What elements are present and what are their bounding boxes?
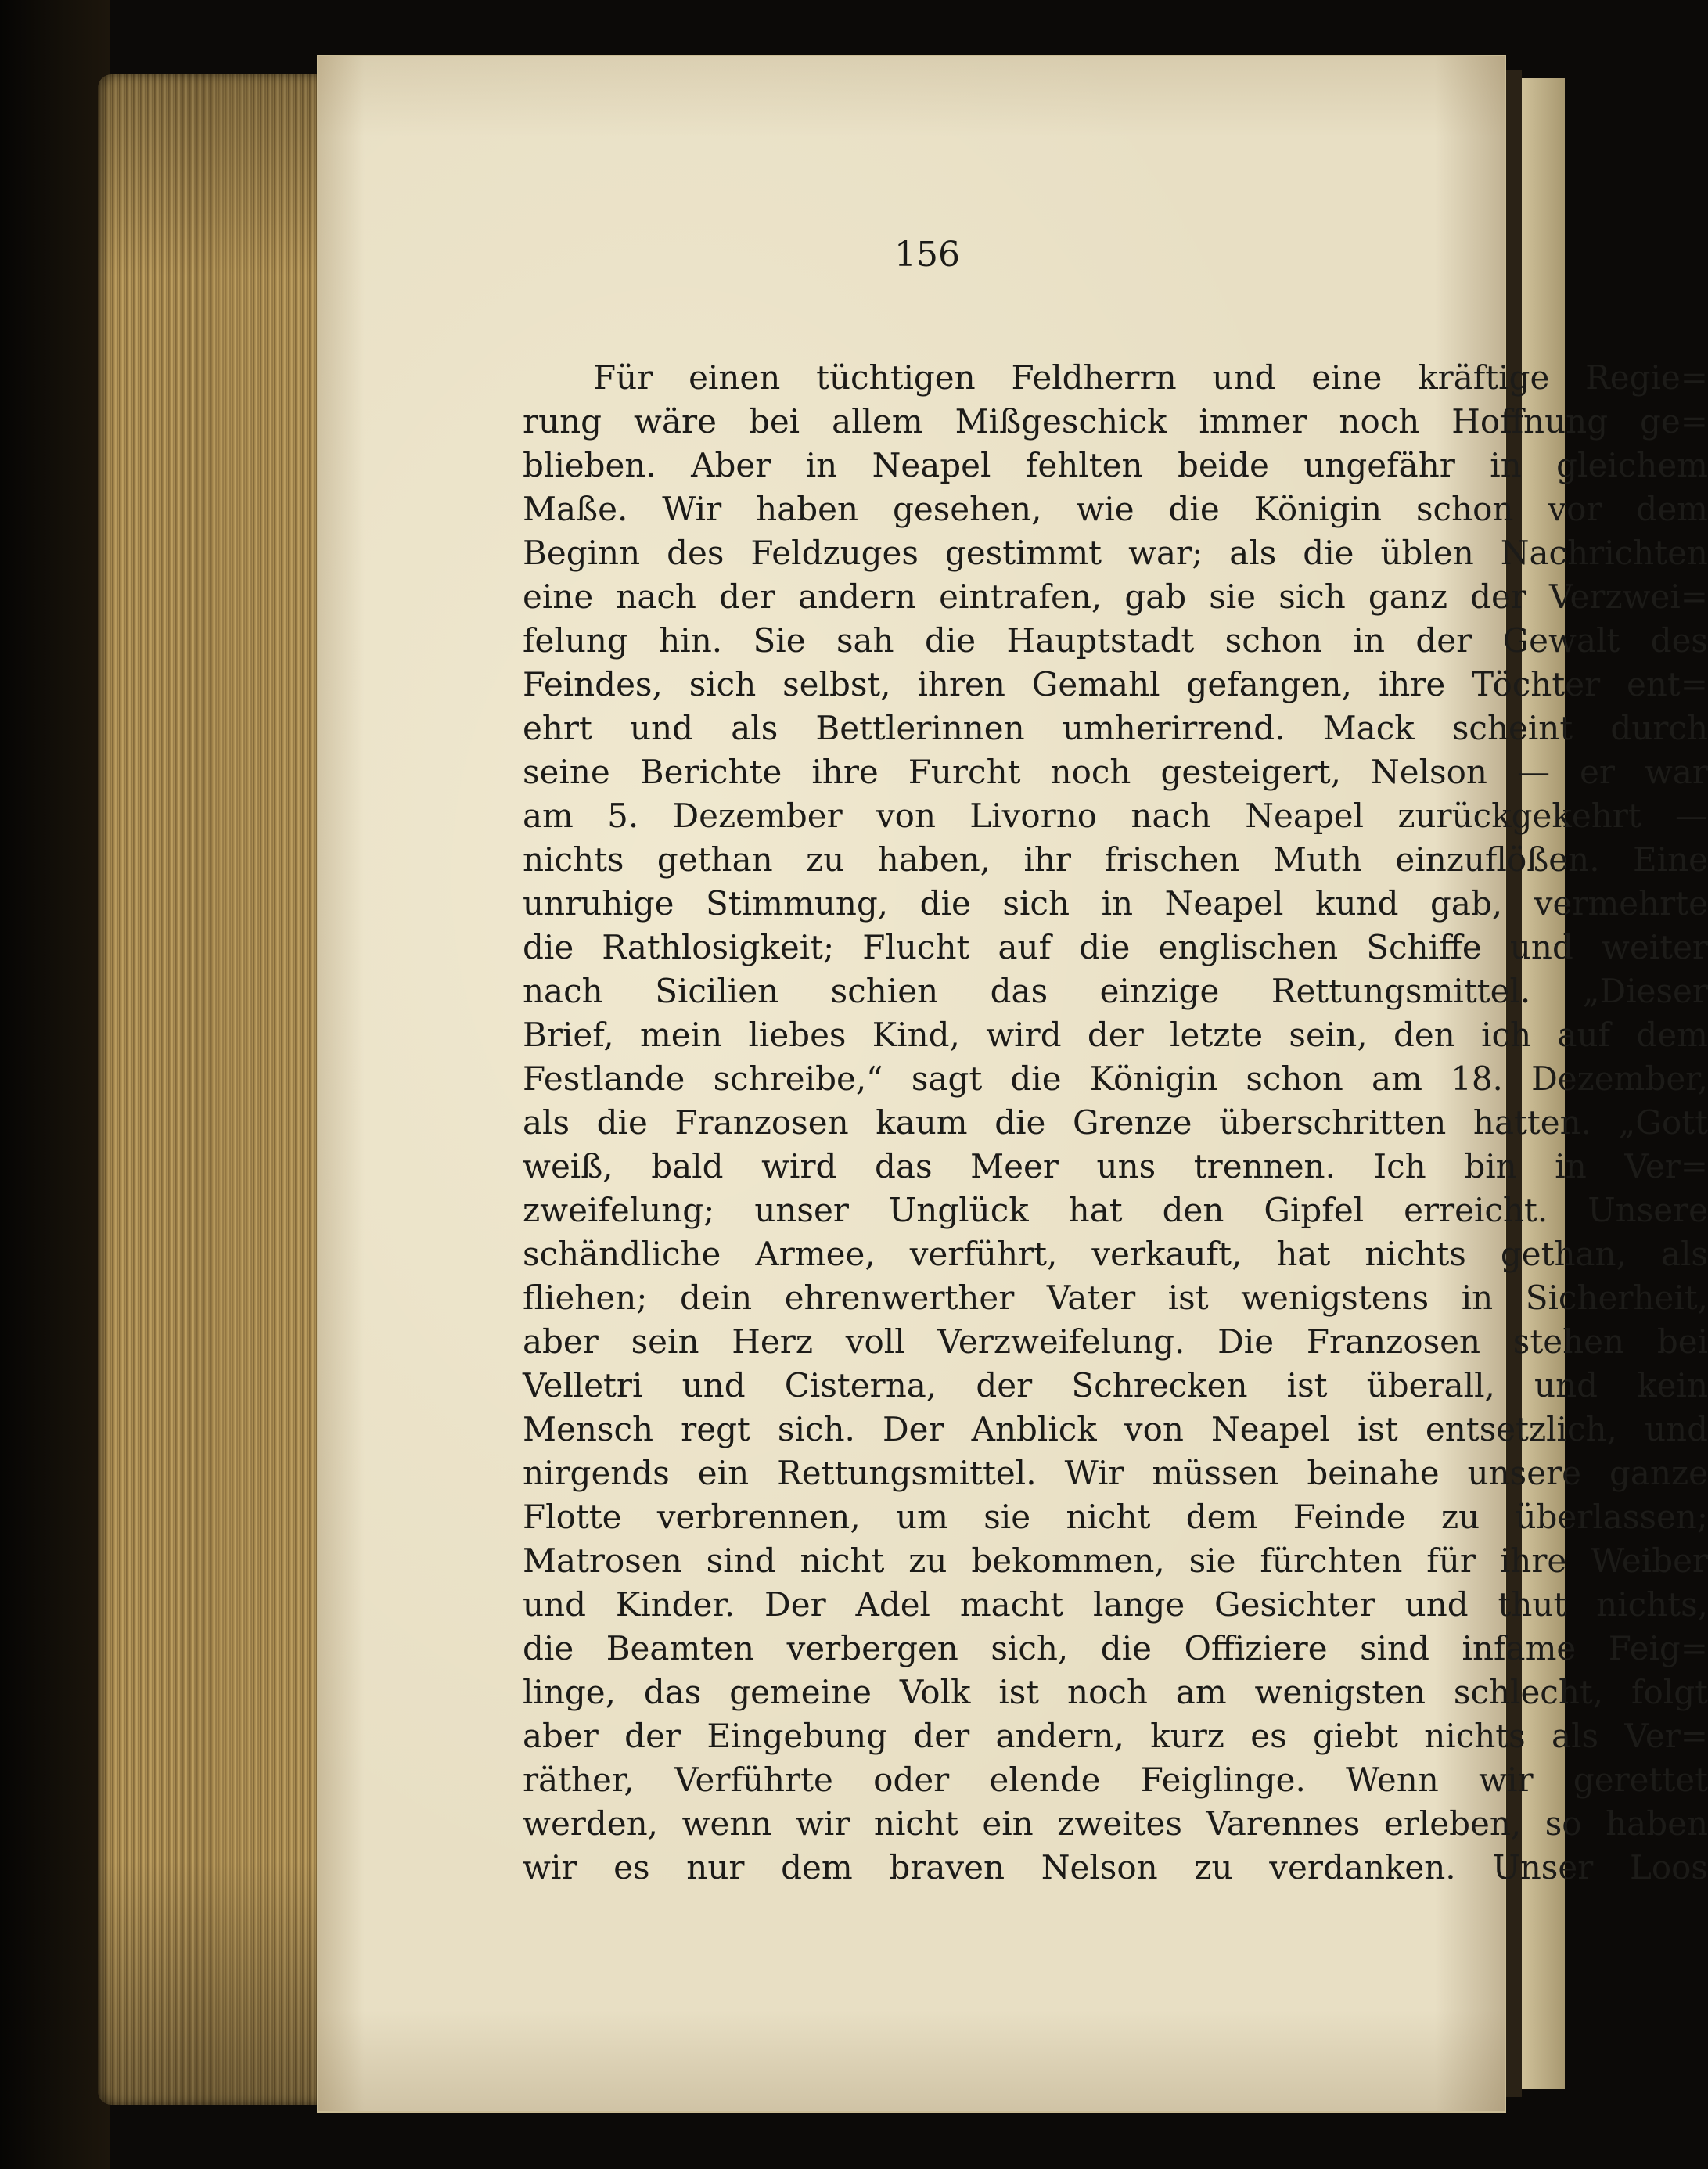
book-cover-edge [0, 0, 110, 2169]
page-number: 156 [894, 235, 960, 275]
text-line: als die Franzosen kaum die Grenze überschritten hatten. „Gott [523, 1103, 1708, 1142]
text-line: die Beamten verbergen sich, die Offiziere sind infame Feig= [523, 1629, 1708, 1667]
text-line: nach Sicilien schien das einzige Rettungsmittel. „Dieser [523, 972, 1708, 1010]
text-line: Feindes, sich selbst, ihren Gemahl gefangen, ihre Töchter ent= [523, 665, 1708, 703]
text-line: blieben. Aber in Neapel fehlten beide ungefähr in gleichem [523, 446, 1708, 484]
text-line: Beginn des Feldzuges gestimmt war; als die üblen Nachrichten [523, 534, 1708, 572]
text-line: Matrosen sind nicht zu bekommen, sie fürchten für ihre Weiber [523, 1541, 1708, 1580]
text-line: Mensch regt sich. Der Anblick von Neapel ist entsetzlich, und [523, 1410, 1708, 1448]
text-line: nirgends ein Rettungsmittel. Wir müssen beinahe unsere ganze [523, 1454, 1708, 1492]
text-line: unruhige Stimmung, die sich in Neapel kund gab, vermehrte [523, 884, 1708, 923]
text-line: weiß, bald wird das Meer uns trennen. Ich bin in Ver= [523, 1147, 1708, 1185]
text-line: am 5. Dezember von Livorno nach Neapel zurückgekehrt — [523, 797, 1708, 835]
text-line: werden, wenn wir nicht ein zweites Varennes erleben, so haben [523, 1804, 1708, 1843]
text-line: und Kinder. Der Adel macht lange Gesichter und thut nichts, [523, 1585, 1708, 1624]
text-line: aber sein Herz voll Verzweifelung. Die Franzosen stehen bei [523, 1322, 1708, 1361]
text-line: rung wäre bei allem Mißgeschick immer noch Hoffnung ge= [523, 402, 1708, 441]
text-line: ehrt und als Bettlerinnen umherirrend. Mack scheint durch [523, 709, 1708, 747]
text-line: wir es nur dem braven Nelson zu verdanken. Unser Loos [523, 1848, 1708, 1887]
text-line: linge, das gemeine Volk ist noch am wenigsten schlecht, folgt [523, 1673, 1708, 1711]
text-line: Für einen tüchtigen Feldherrn und eine kräftige Regie= [593, 358, 1708, 397]
text-line: räther, Verführte oder elende Feiglinge. Wenn wir gerettet [523, 1761, 1708, 1799]
text-line: fliehen; dein ehrenwerther Vater ist wenigstens in Sicherheit, [523, 1279, 1708, 1317]
text-line: die Rathlosigkeit; Flucht auf die englischen Schiffe und weiter [523, 928, 1708, 966]
text-line: aber der Eingebung der andern, kurz es giebt nichts als Ver= [523, 1717, 1708, 1755]
text-line: schändliche Armee, verführt, verkauft, hat nichts gethan, als [523, 1235, 1708, 1273]
text-line: eine nach der andern eintrafen, gab sie sich ganz der Verzwei= [523, 577, 1708, 616]
text-line: Flotte verbrennen, um sie nicht dem Feinde zu überlassen; [523, 1498, 1708, 1536]
text-line: Maße. Wir haben gesehen, wie die Königin schon vor dem [523, 490, 1708, 528]
book-page [317, 55, 1708, 2113]
text-line: Festlande schreibe,“ sagt die Königin schon am 18. Dezember, [523, 1059, 1708, 1098]
page-edges [98, 74, 333, 2105]
text-line: seine Berichte ihre Furcht noch gesteigert, Nelson — er war [523, 753, 1708, 791]
text-line: nichts gethan zu haben, ihr frischen Muth einzuflößen. Eine [523, 840, 1708, 879]
text-line: felung hin. Sie sah die Hauptstadt schon in der Gewalt des [523, 621, 1708, 660]
text-line: Velletri und Cisterna, der Schrecken ist überall, und kein [523, 1366, 1708, 1405]
text-line: Brief, mein liebes Kind, wird der letzte sein, den ich auf dem [523, 1016, 1708, 1054]
body-text [523, 356, 1708, 1890]
text-line: zweifelung; unser Unglück hat den Gipfel erreicht. Unsere [523, 1191, 1708, 1229]
